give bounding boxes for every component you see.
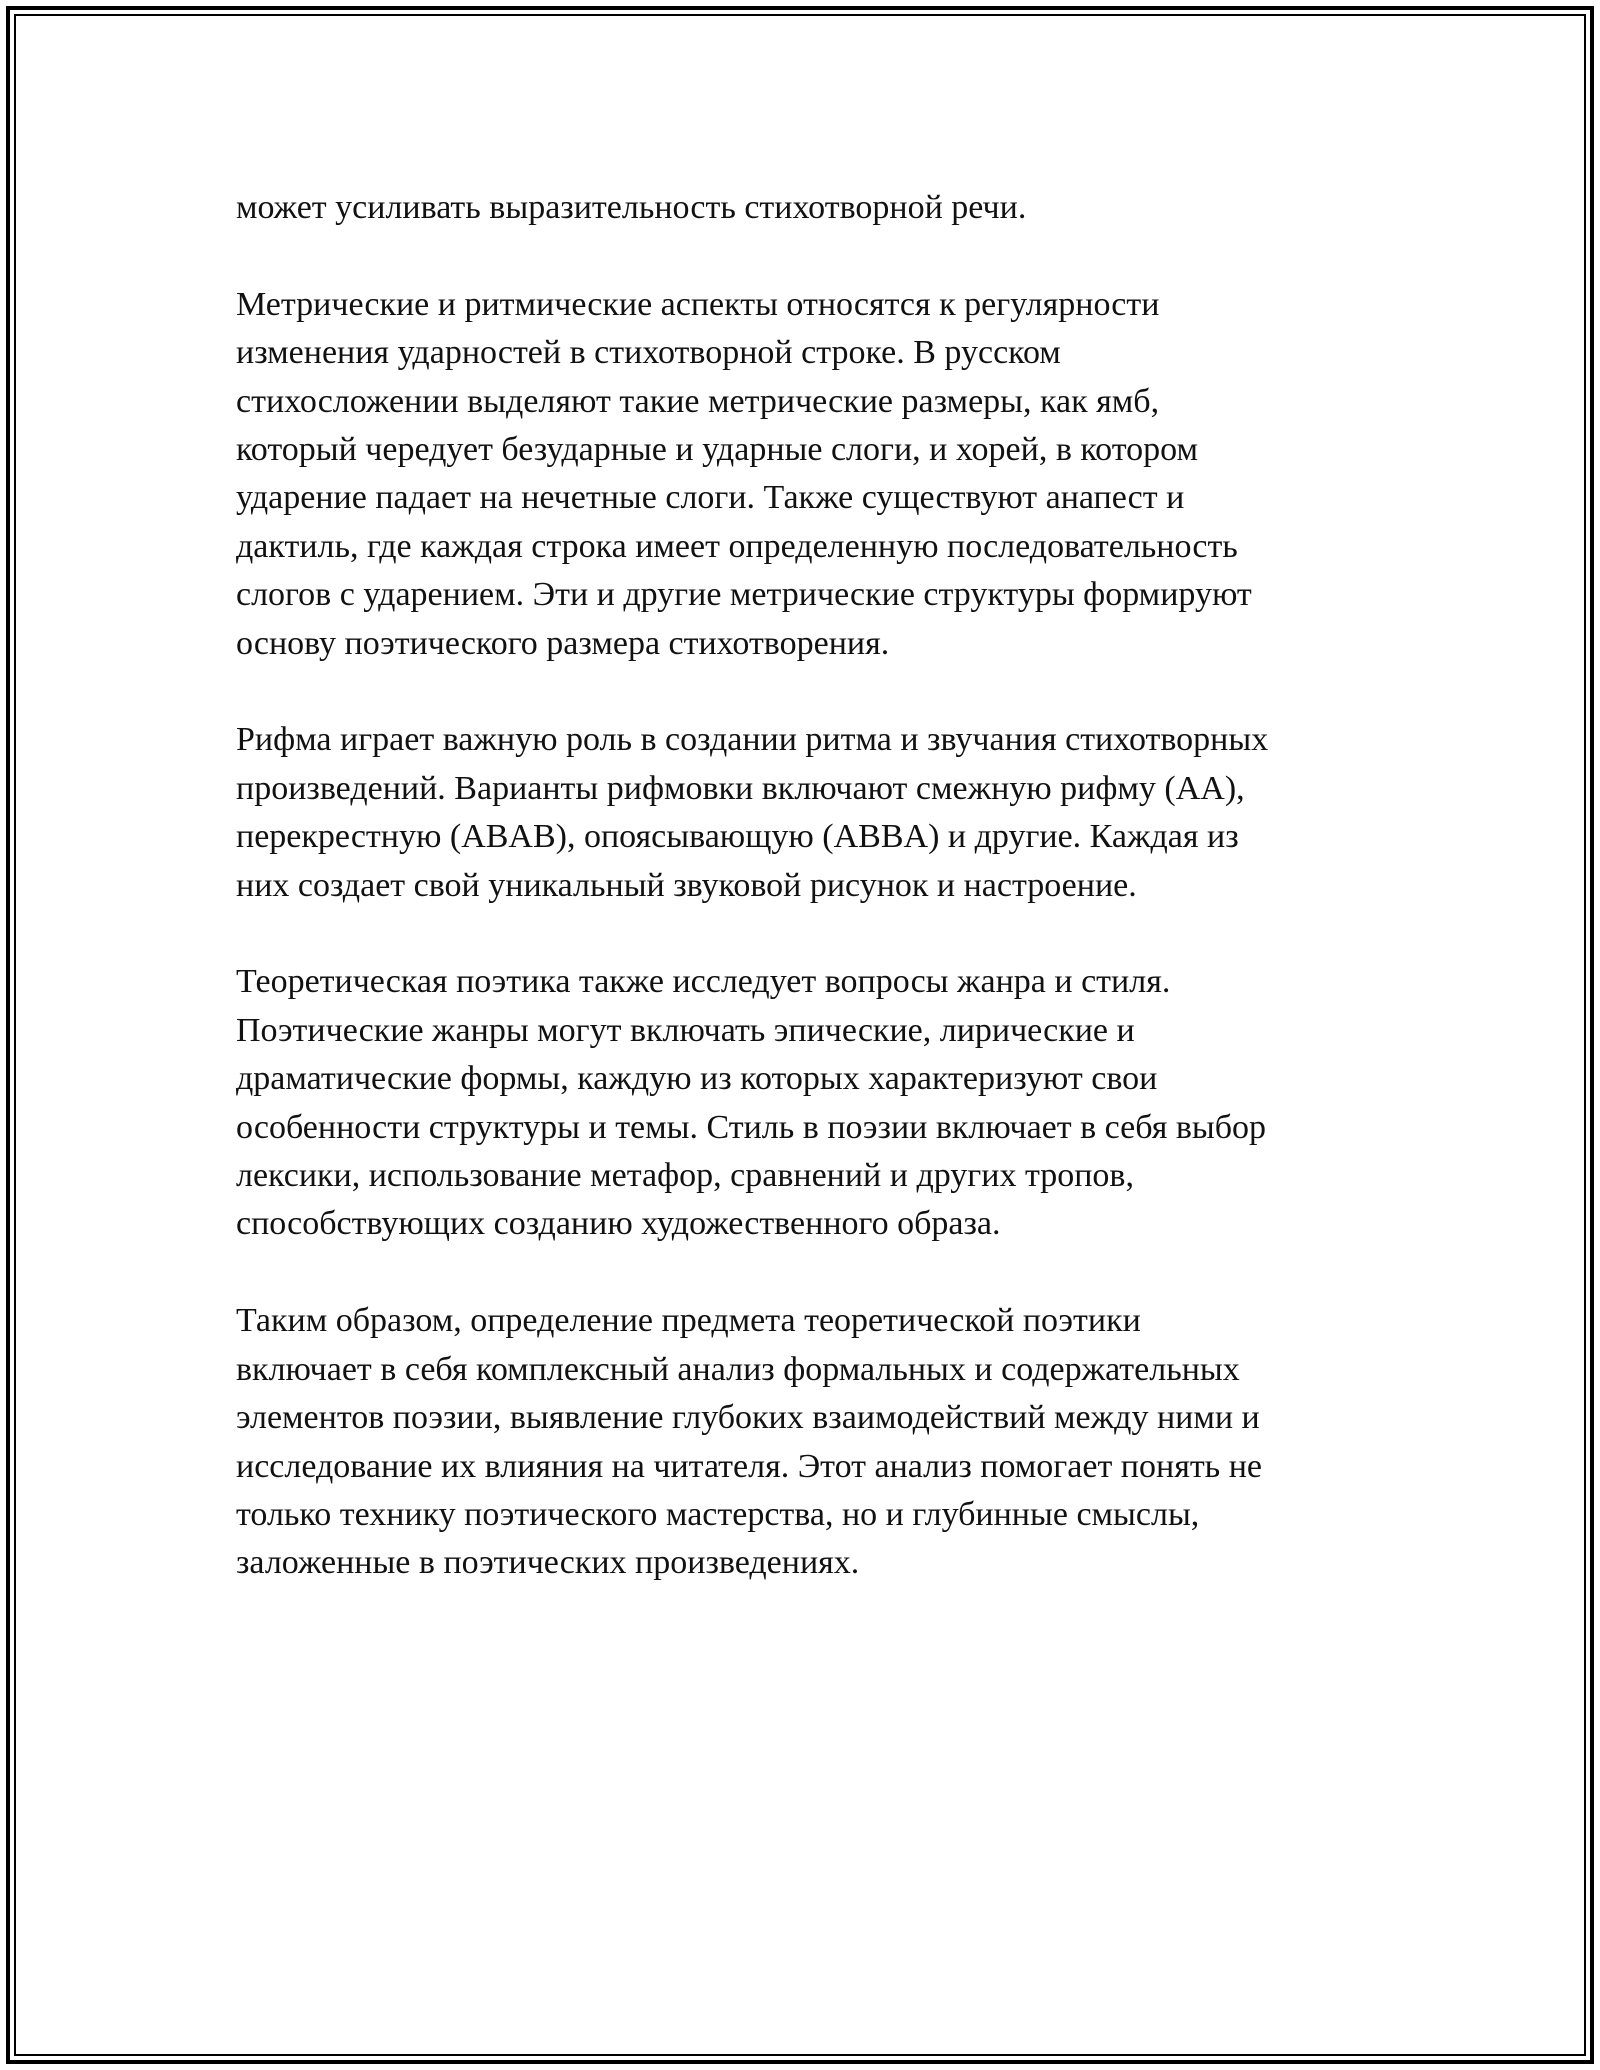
text-line: Поэтические жанры могут включать эпические, лирические и <box>236 1011 1135 1049</box>
paragraph-5 <box>236 1297 1396 1587</box>
text-line: Теоретическая поэтика также исследует вопросы жанра и стиля. <box>236 963 1171 1001</box>
text-line: слогов с ударением. Эти и другие метрические структуры формируют <box>236 576 1252 614</box>
text-line: который чередует безударные и ударные слоги, и хорей, в котором <box>236 431 1199 469</box>
text-line: элементов поэзии, выявление глубоких взаимодействий между ними и <box>236 1399 1260 1437</box>
text-line: лексики, использование метафор, сравнений и других тропов, <box>236 1157 1134 1195</box>
text-line: драматические формы, каждую из которых характеризуют свои <box>236 1060 1158 1098</box>
paragraph-2 <box>236 281 1396 668</box>
text-line: основу поэтического размера стихотворения. <box>236 624 890 662</box>
text-line: Рифма играет важную роль в создании ритма и звучания стихотворных <box>236 721 1269 759</box>
paragraph-1 <box>236 184 1396 232</box>
text-line: перекрестную (ABAB), опоясывающую (ABBA) и другие. Каждая из <box>236 818 1239 856</box>
text-line: Метрические и ритмические аспекты относятся к регулярности <box>236 285 1160 323</box>
text-line: только технику поэтического мастерства, но и глубинные смыслы, <box>236 1495 1200 1533</box>
text-line: особенности структуры и темы. Стиль в поэзии включает в себя выбор <box>236 1108 1267 1146</box>
text-line: заложенные в поэтических произведениях. <box>236 1544 860 1582</box>
text-line: них создает свой уникальный звуковой рисунок и настроение. <box>236 866 1137 904</box>
text-line: стихосложении выделяют такие метрические размеры, как ямб, <box>236 382 1160 420</box>
text-line: дактиль, где каждая строка имеет определенную последовательность <box>236 527 1238 565</box>
text-line: может усиливать выразительность стихотворной речи. <box>236 189 1027 226</box>
text-line: Таким образом, определение предмета теоретической поэтики <box>236 1302 1141 1340</box>
paragraph-4 <box>236 958 1396 1248</box>
text-line: включает в себя комплексный анализ формальных и содержательных <box>236 1350 1240 1388</box>
text-line: изменения ударностей в стихотворной строке. В русском <box>236 334 1061 372</box>
text-line: ударение падает на нечетные слоги. Также существуют анапест и <box>236 479 1185 517</box>
text-line: способствующих созданию художественного образа. <box>236 1205 1001 1243</box>
document-body <box>236 184 1396 1636</box>
text-line: произведений. Варианты рифмовки включают смежную рифму (AA), <box>236 769 1245 807</box>
paragraph-3 <box>236 716 1396 910</box>
text-line: исследование их влияния на читателя. Этот анализ помогает понять не <box>236 1447 1262 1485</box>
